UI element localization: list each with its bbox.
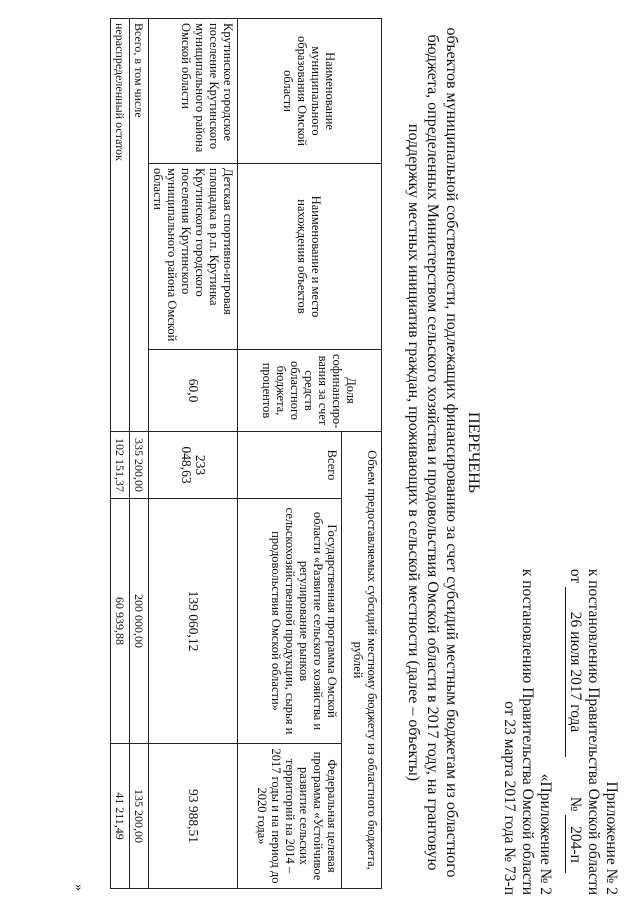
appendix-old-header [500,569,554,895]
appendix-new-line2: к постановлению Правительства Омской области [585,568,602,895]
row-state: 139 060,12 [149,499,238,744]
remainder-total: 102 151,37 [111,432,130,499]
appendix-new-number: 204-п [565,815,584,873]
table-row [149,19,238,889]
title-line2: бюджета, определенных Министерством сельского хозяйства и продовольствия Омской области в 2017 году, на грантовую [424,34,441,871]
header-share: Доля софинансиро-вания за счет средств областного бюджета, процентов [238,350,382,432]
appendix-old-line1: «Приложение № 2 [537,773,554,895]
remainder-federal: 41 211,49 [111,744,130,889]
row-federal: 93 988,51 [149,744,238,889]
totals-row [130,19,149,889]
totals-federal: 135 200,00 [130,744,149,889]
appendix-new-line1: Приложение № 2 [603,781,620,895]
header-federal-program: Федеральная целевая программа «Устойчивое развитие сельских территорий на 2014 – 2017 годы и на период до 2020 года» [238,744,342,889]
number-label: № [567,796,584,812]
row-total: 233 048,63 [149,432,238,499]
totals-total: 335 200,00 [130,432,149,499]
objects-table [110,18,382,889]
appendix-old-line2: к постановлению Правительства Омской области [519,568,536,895]
remainder-row [111,19,130,889]
title-line1: объектов муниципальной собственности, подлежащих финансированию за счет субсидий местным бюджетам из областного [443,27,460,878]
header-total: Всего [238,432,342,499]
from-label: от [567,568,584,584]
appendix-new-date-line [565,569,584,895]
header-municipality: Наименование муниципального образования Омской области [238,19,382,164]
totals-state: 200 000,00 [130,499,149,744]
appendix-new-header [565,569,620,895]
header-object: Наименование и место нахождения объектов [238,164,382,350]
row-object: Детская спортивно-игровая площадка в р.п. Крутинка Крутинского городского поселения Крутинского муниципального района Омской области [149,164,238,350]
document-title [404,0,483,905]
remainder-state: 60 939,88 [111,499,130,744]
title-line3: поддержку местных инициатив граждан, проживающих в сельской местности (далее – объекты) [405,123,422,782]
header-state-program: Государственная программа Омской области «Развитие сельского хозяйства и регулирование рынков сельскохозяйственной продукции, сырья и продовольствия Омской области» [238,499,342,744]
totals-label: Всего, в том числе [130,19,149,432]
remainder-label: нераспределенный остаток [111,19,130,432]
title-heading: ПЕРЕЧЕНЬ [465,412,482,493]
header-volume: Объем предоставляемых субсидий местному бюджету из областного бюджета, рублей [342,432,382,889]
appendix-new-date: 26 июля 2017 года [565,587,584,757]
row-share: 60,0 [149,350,238,432]
table-header-row [342,19,382,889]
closing-quote-mark: » [71,884,86,891]
appendix-old-line3: от 23 марта 2017 года № 73-п [501,701,518,895]
row-municipality: Крутинское городское поселение Крутинского муниципального района Омской области [149,19,238,164]
